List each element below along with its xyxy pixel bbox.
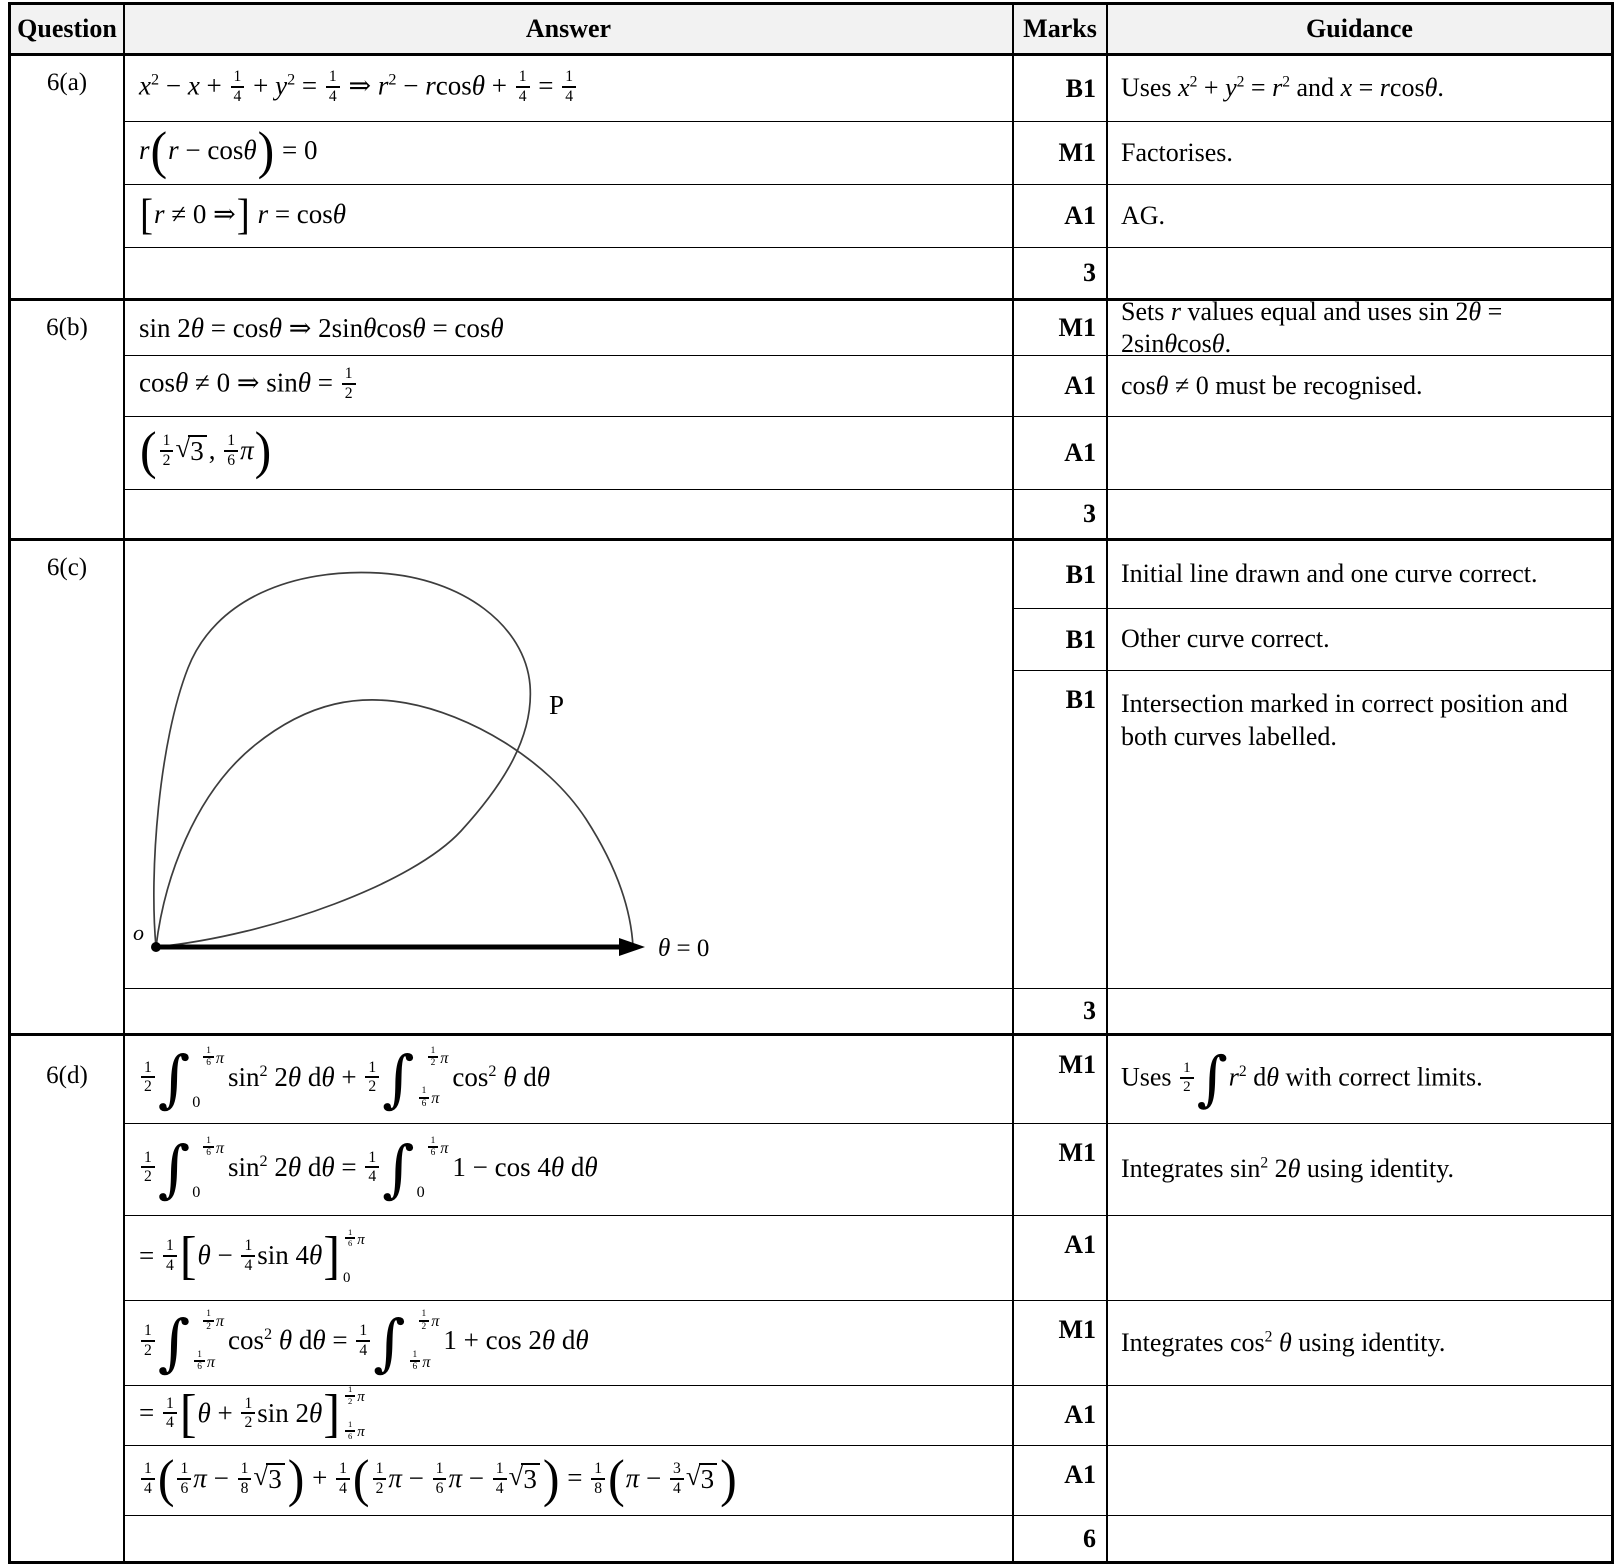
column-header-answer: Answer bbox=[125, 5, 1014, 53]
marks-cell bbox=[1014, 1124, 1108, 1216]
answer-formula: = $\frac{1}{4}$ [θ − $\frac{1}{4}$ sin 4θ] $\frac{1}{6}$ π 0 bbox=[139, 1225, 365, 1286]
polar-sketch-diagram bbox=[125, 541, 1014, 989]
mark-code: A1 bbox=[1064, 1400, 1096, 1429]
answer-cell bbox=[125, 122, 1014, 185]
guidance-cell bbox=[1108, 541, 1611, 609]
mark-code: A1 bbox=[1064, 438, 1096, 467]
answer-cell bbox=[125, 1216, 1014, 1301]
intersection-label: P bbox=[549, 689, 565, 720]
answer-formula: $\frac{1}{2}$ ∫ $\frac{1}{6}$ π 0 $\sin^2 2\theta$ dθ + $\frac{1}{2}$ ∫ $\frac{1}{2}$ π $\frac{1}{6}$ π $\cos^2 \theta$ dθ bbox=[139, 1048, 550, 1111]
guidance-text: Initial line drawn and one curve correct. bbox=[1121, 559, 1538, 589]
guidance-text: Factorises. bbox=[1121, 137, 1233, 167]
guidance-cell bbox=[1108, 1386, 1611, 1446]
section-total-cell bbox=[1014, 1516, 1108, 1561]
answer-cell bbox=[125, 1386, 1014, 1446]
mark-scheme-table bbox=[8, 2, 1614, 1564]
marks-cell bbox=[1014, 1446, 1108, 1516]
mark-code: B1 bbox=[1065, 559, 1096, 589]
answer-formula: [r ≠ 0 ⇒] r = cosθ bbox=[140, 190, 347, 239]
question-number: 6(c) bbox=[46, 554, 88, 581]
answer-formula: $\frac{1}{4}$ ( $\frac{1}{6}$ π − $\frac{1}{8}$ √ 3 ) + $\frac{1}{4}$ ( $\frac{1}{2}$ π − $\frac{1}{6}$ π − $\frac{1}{4}$ √ 3 ) = $\frac{1}{8}$ (π − $\frac{3}{4}$ √ 3 ) bbox=[139, 1462, 738, 1499]
answer-cell bbox=[125, 1124, 1014, 1216]
marks-cell bbox=[1014, 417, 1108, 490]
mark-code: A1 bbox=[1064, 371, 1096, 400]
answer-cell bbox=[125, 1301, 1014, 1386]
question-label bbox=[11, 301, 125, 538]
answer-cell bbox=[125, 1036, 1014, 1124]
mark-code: A1 bbox=[1064, 1460, 1096, 1489]
guidance-cell bbox=[1108, 417, 1611, 490]
guidance-cell-empty bbox=[1108, 989, 1611, 1033]
answer-cell-empty bbox=[125, 490, 1014, 538]
curve-sin2theta bbox=[154, 572, 531, 947]
guidance-text: cosθ ≠ 0 must be recognised. bbox=[1121, 370, 1423, 400]
guidance-cell bbox=[1108, 1124, 1611, 1216]
column-header-question: Question bbox=[11, 5, 125, 53]
table-header bbox=[11, 5, 1611, 53]
guidance-text: Uses $x^2 + y^2 = r^2$ and x = rcosθ. bbox=[1121, 73, 1444, 103]
answer-formula: ( $\frac{1}{2}$ √ 3 , $\frac{1}{6}$ π) bbox=[140, 420, 272, 480]
guidance-cell bbox=[1108, 301, 1611, 356]
answer-formula: sin 2θ = cosθ ⇒ 2sinθcosθ = cosθ bbox=[139, 312, 504, 343]
question-label bbox=[11, 1036, 125, 1561]
marks-cell bbox=[1014, 1386, 1108, 1446]
guidance-text: Integrates $\sin^2 2\theta$ using identity. bbox=[1121, 1154, 1455, 1184]
question-number: 6(a) bbox=[46, 69, 88, 96]
mark-code: M1 bbox=[1058, 1050, 1096, 1079]
question-label bbox=[11, 56, 125, 298]
question-number: 6(d) bbox=[46, 1062, 88, 1089]
section-total: 3 bbox=[1083, 258, 1096, 287]
answer-formula: $x^2 - x$ + $\frac{1}{4}$ + $y^2$ = $\frac{1}{4}$ ⇒ $r^2 - rcos\theta$ + $\frac{1}{4}$ = $\frac{1}{4}$ bbox=[139, 70, 578, 107]
marks-cell bbox=[1014, 56, 1108, 122]
section-6b bbox=[11, 298, 1611, 538]
guidance-cell bbox=[1108, 1036, 1611, 1124]
mark-code: A1 bbox=[1064, 1230, 1096, 1259]
guidance-cell-empty bbox=[1108, 248, 1611, 298]
mark-code: M1 bbox=[1058, 313, 1096, 342]
marks-cell bbox=[1014, 541, 1108, 609]
section-total-cell bbox=[1014, 248, 1108, 298]
guidance-cell bbox=[1108, 185, 1611, 248]
origin-dot bbox=[151, 942, 161, 952]
mark-code: M1 bbox=[1058, 138, 1096, 167]
column-header-marks: Marks bbox=[1014, 5, 1108, 53]
section-6d bbox=[11, 1033, 1611, 1561]
answer-cell bbox=[125, 185, 1014, 248]
guidance-cell bbox=[1108, 1446, 1611, 1516]
section-total-cell bbox=[1014, 490, 1108, 538]
answer-formula: = $\frac{1}{4}$ [θ + $\frac{1}{2}$ sin 2θ] $\frac{1}{2}$ π $\frac{1}{6}$ π bbox=[139, 1386, 365, 1442]
origin-label: o bbox=[133, 919, 144, 945]
answer-formula: r(r − cosθ) = 0 bbox=[139, 122, 318, 180]
section-total: 3 bbox=[1083, 499, 1096, 528]
guidance-cell-empty bbox=[1108, 490, 1611, 538]
question-number: 6(b) bbox=[46, 314, 88, 341]
guidance-cell bbox=[1108, 56, 1611, 122]
mark-code: B1 bbox=[1065, 73, 1096, 103]
answer-cell bbox=[125, 301, 1014, 356]
marks-cell bbox=[1014, 671, 1108, 989]
column-header-guidance: Guidance bbox=[1306, 14, 1413, 43]
guidance-text: Uses $\frac{1}{2}$ $\int r^2$ dθ with correct limits. bbox=[1121, 1043, 1483, 1114]
answer-cell bbox=[125, 356, 1014, 417]
marks-cell bbox=[1014, 356, 1108, 417]
curve-costheta bbox=[156, 699, 633, 946]
marks-cell bbox=[1014, 1301, 1108, 1386]
answer-cell bbox=[125, 1446, 1014, 1516]
guidance-text: Sets r values equal and uses sin 2θ = 2sinθcosθ. bbox=[1121, 301, 1503, 356]
axis-label: θ = 0 bbox=[658, 934, 710, 962]
guidance-cell-empty bbox=[1108, 1516, 1611, 1561]
guidance-cell bbox=[1108, 356, 1611, 417]
guidance-text: Other curve correct. bbox=[1121, 624, 1330, 654]
answer-formula: cosθ ≠ 0 ⇒ sinθ = $\frac{1}{2}$ bbox=[139, 367, 358, 404]
answer-formula: $\frac{1}{2}$ ∫ $\frac{1}{2}$ π $\frac{1}{6}$ π $\cos^2 \theta$ dθ = $\frac{1}{4}$ ∫ $\frac{1}{2}$ π $\frac{1}{6}$ π 1 + cos 2θ dθ bbox=[139, 1311, 589, 1374]
guidance-text: Intersection marked in correct position and both curves labelled. bbox=[1121, 689, 1568, 751]
polar-curves-svg bbox=[125, 542, 1012, 988]
section-total-cell bbox=[1014, 989, 1108, 1033]
answer-formula: $\frac{1}{2}$ ∫ $\frac{1}{6}$ π 0 $\sin^2 2\theta$ dθ = $\frac{1}{4}$ ∫ $\frac{1}{6}$ π 0 1 − cos 4θ dθ bbox=[139, 1138, 598, 1201]
marks-cell bbox=[1014, 1216, 1108, 1301]
section-total: 3 bbox=[1083, 996, 1096, 1025]
guidance-cell bbox=[1108, 1216, 1611, 1301]
question-label bbox=[11, 541, 125, 1033]
guidance-text: AG. bbox=[1121, 200, 1166, 230]
guidance-cell bbox=[1108, 671, 1611, 989]
guidance-cell bbox=[1108, 609, 1611, 671]
answer-cell bbox=[125, 417, 1014, 490]
answer-cell-empty bbox=[125, 248, 1014, 298]
marks-cell bbox=[1014, 122, 1108, 185]
mark-code: M1 bbox=[1058, 1138, 1096, 1167]
mark-code: A1 bbox=[1064, 201, 1096, 230]
marks-cell bbox=[1014, 1036, 1108, 1124]
guidance-cell bbox=[1108, 1301, 1611, 1386]
marks-cell bbox=[1014, 185, 1108, 248]
guidance-cell bbox=[1108, 122, 1611, 185]
marks-cell bbox=[1014, 609, 1108, 671]
mark-code: B1 bbox=[1065, 624, 1096, 654]
mark-code: B1 bbox=[1065, 685, 1096, 714]
section-6a bbox=[11, 53, 1611, 298]
answer-cell bbox=[125, 56, 1014, 122]
marks-cell bbox=[1014, 301, 1108, 356]
answer-cell-empty bbox=[125, 1516, 1014, 1561]
mark-code: M1 bbox=[1058, 1315, 1096, 1344]
section-6c bbox=[11, 538, 1611, 1033]
guidance-text: Integrates $\cos^2 \theta$ using identity. bbox=[1121, 1327, 1446, 1357]
answer-cell-empty bbox=[125, 989, 1014, 1033]
section-total: 6 bbox=[1083, 1523, 1096, 1553]
